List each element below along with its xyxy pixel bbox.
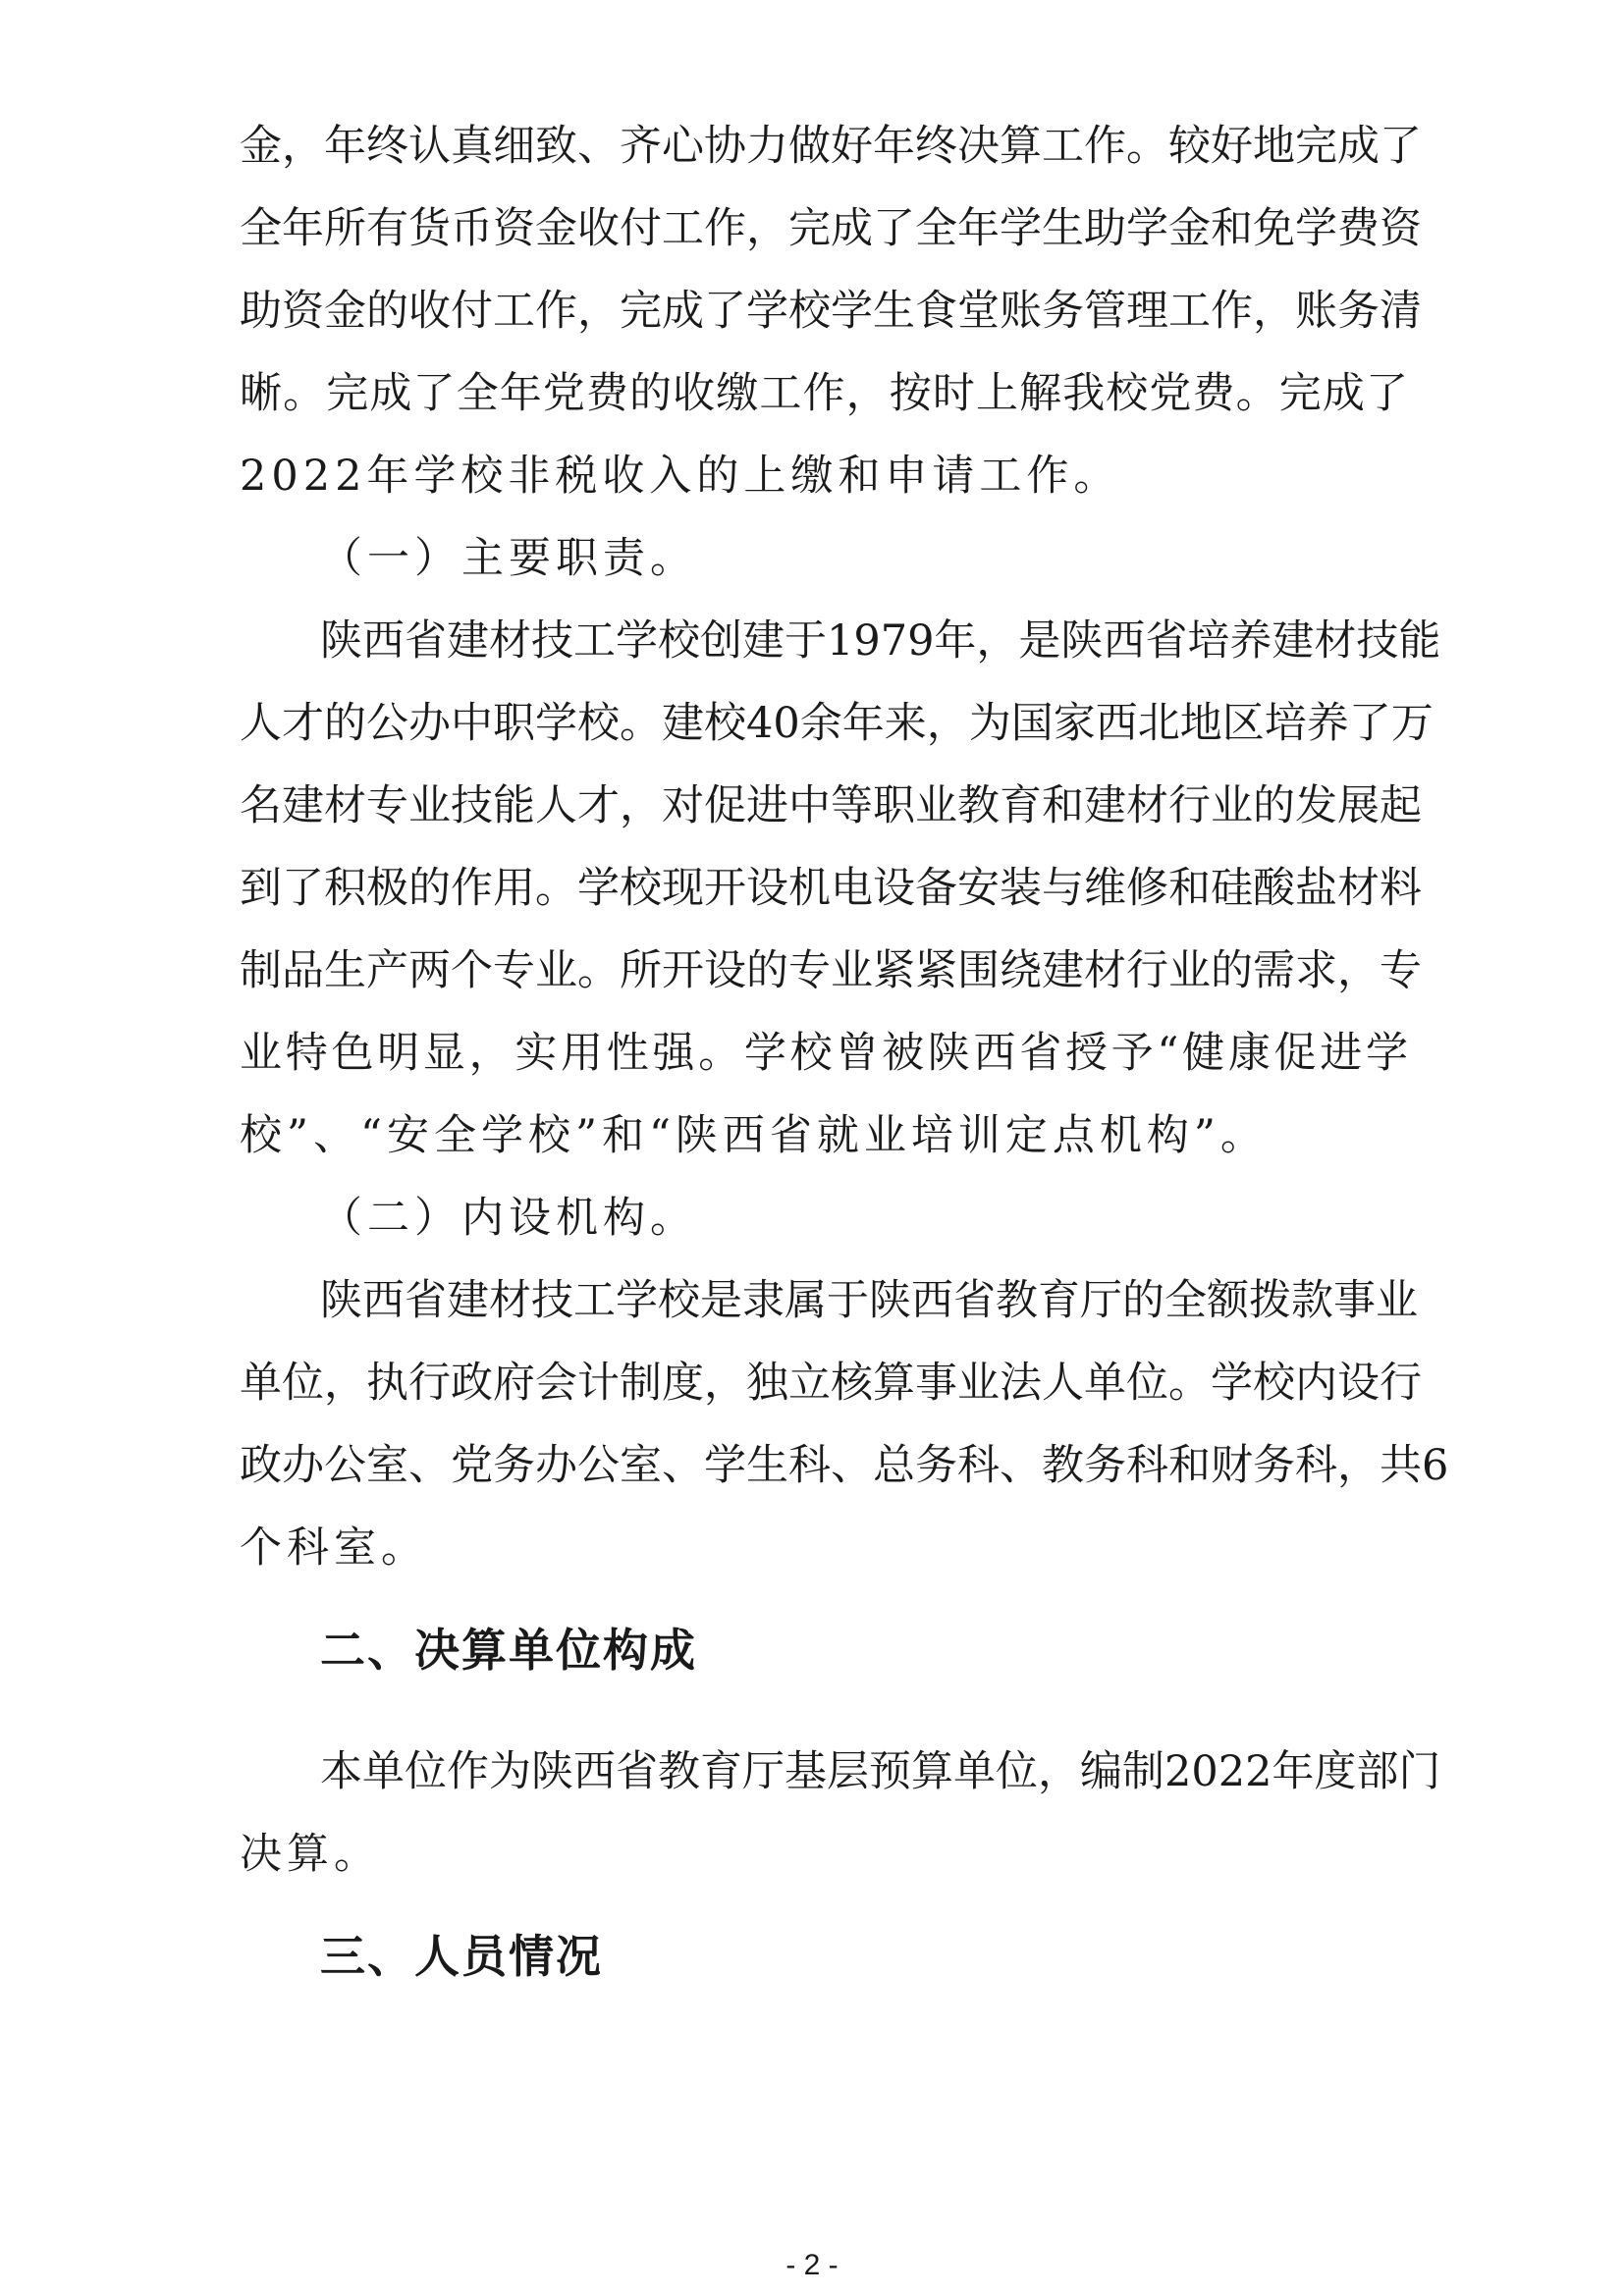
paragraph-2-line-7: 校”、“安全学校”和“陕西省就业培训定点机构”。 <box>240 1111 1268 1160</box>
paragraph-2-line-2: 人才的公办中职学校。建校40余年来，为国家西北地区培养了万 <box>240 699 1434 748</box>
paragraph-2-line-3: 名建材专业技能人才，对促进中等职业教育和建材行业的发展起 <box>240 781 1422 830</box>
paragraph-3-line-1: 陕西省建材技工学校是隶属于陕西省教育厅的全额拨款事业 <box>320 1276 1418 1325</box>
paragraph-2-line-6: 业特色明显，实用性强。学校曾被陕西省授予“健康促进学 <box>240 1029 1408 1078</box>
paragraph-4-line-1: 本单位作为陕西省教育厅基层预算单位，编制2022年度部门 <box>320 1747 1441 1796</box>
paragraph-1-line-1: 金，年终认真细致、齐心协力做好年终决算工作。较好地完成了 <box>240 122 1422 171</box>
subheading-internal-organs: （二）内设机构。 <box>320 1194 697 1243</box>
paragraph-3-line-4: 个科室。 <box>240 1523 428 1573</box>
paragraph-2-line-1: 陕西省建材技工学校创建于1979年，是陕西省培养建材技能 <box>320 616 1441 666</box>
paragraph-2-line-5: 制品生产两个专业。所开设的专业紧紧围绕建材行业的需求，专 <box>240 946 1422 995</box>
paragraph-1-line-3: 助资金的收付工作，完成了学校学生食堂账务管理工作，账务清 <box>240 287 1422 336</box>
paragraph-4-line-2: 决算。 <box>240 1830 381 1879</box>
section-heading-budget-units: 二、决算单位构成 <box>320 1624 697 1677</box>
subheading-main-duties: （一）主要职责。 <box>320 534 697 583</box>
paragraph-3-line-2: 单位，执行政府会计制度，独立核算事业法人单位。学校内设行 <box>240 1359 1422 1408</box>
paragraph-1-line-4: 晰。完成了全年党费的收缴工作，按时上解我校党费。完成了 <box>240 369 1408 418</box>
page-number: - 2 - <box>785 2249 839 2281</box>
section-heading-personnel: 三、人员情况 <box>320 1930 603 1983</box>
paragraph-2-line-4: 到了积极的作用。学校现开设机电设备安装与维修和硅酸盐材料 <box>240 864 1422 913</box>
paragraph-3-line-3: 政办公室、党务办公室、学生科、总务科、教务科和财务科，共6 <box>240 1441 1449 1490</box>
paragraph-1-line-2: 全年所有货币资金收付工作，完成了全年学生助学金和免学费资 <box>240 204 1422 253</box>
paragraph-1-line-5: 2022年学校非税收入的上缴和申请工作。 <box>240 452 1121 501</box>
